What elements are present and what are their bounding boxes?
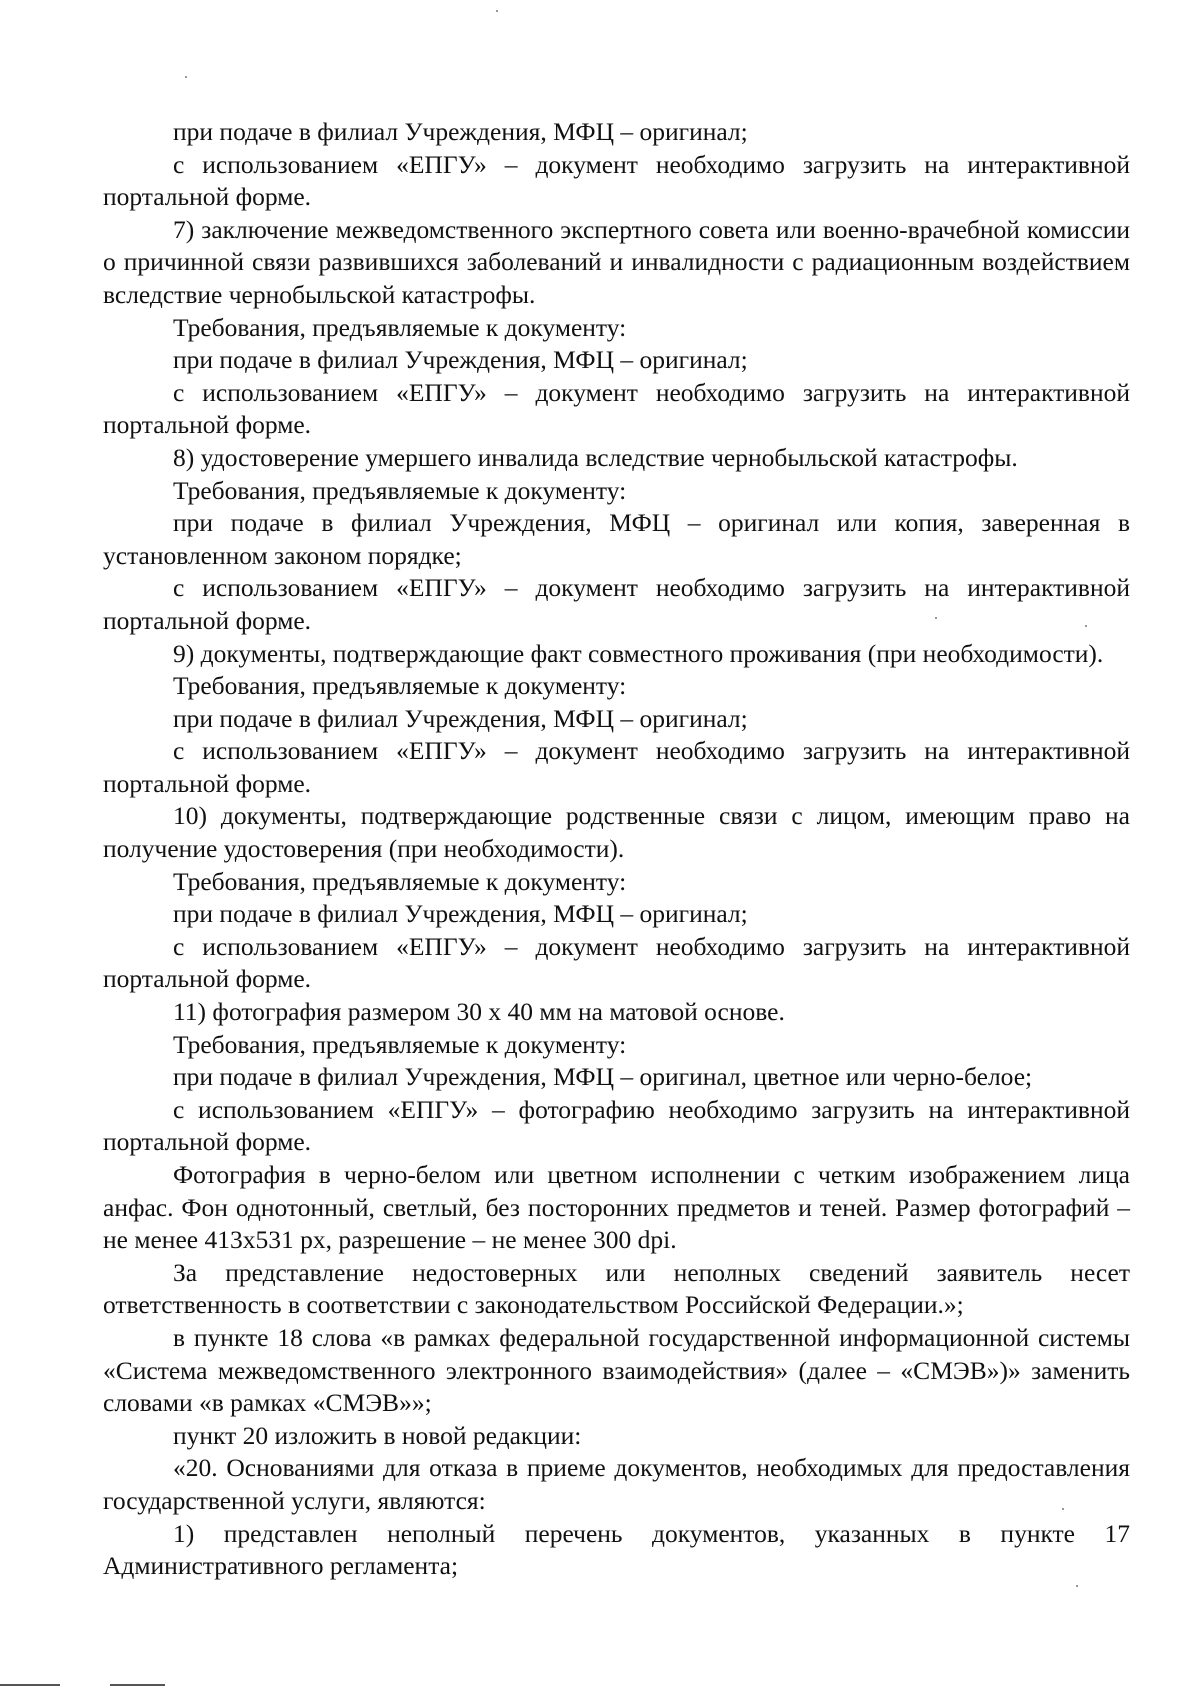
paragraph: с использованием «ЕПГУ» – документ необходимо загрузить на интерактивной портальной форме. (103, 149, 1130, 212)
paragraph: 9) документы, подтверждающие факт совместного проживания (при необходимости). (173, 638, 1104, 668)
document-body (103, 116, 1130, 1583)
scan-speck (1076, 1585, 1078, 1587)
paragraph: пункт 20 изложить в новой редакции: (173, 1420, 582, 1450)
paragraph: при подаче в филиал Учреждения, МФЦ – оригинал; (173, 345, 748, 375)
paragraph: 10) документы, подтверждающие родственные связи с лицом, имеющим право на получение удостоверения (при необходимости). (103, 801, 1130, 864)
paragraph: Требования, предъявляемые к документу: (173, 866, 627, 896)
paragraph: с использованием «ЕПГУ» – документ необходимо загрузить на интерактивной портальной форме. (103, 573, 1130, 635)
paragraph: с использованием «ЕПГУ» – документ необходимо загрузить на интерактивной портальной форме. (103, 736, 1130, 798)
scan-speck (185, 76, 187, 78)
paragraph: с использованием «ЕПГУ» – документ необходимо загрузить на интерактивной портальной форме. (103, 931, 1130, 994)
paragraph: с использованием «ЕПГУ» – документ необходимо загрузить на интерактивной портальной форме. (103, 377, 1130, 440)
paragraph: Требования, предъявляемые к документу: (173, 475, 627, 505)
paragraph: при подаче в филиал Учреждения, МФЦ – оригинал; (173, 117, 748, 146)
paragraph: Требования, предъявляемые к документу: (173, 1029, 627, 1059)
paragraph: с использованием «ЕПГУ» – фотографию необходимо загрузить на интерактивной портальной форме. (103, 1094, 1130, 1157)
paragraph: 1) представлен неполный перечень документов, указанных в пункте 17 Административного регламента; (103, 1518, 1130, 1581)
paragraph: 8) удостоверение умершего инвалида вследствие чернобыльской катастрофы. (173, 442, 1018, 472)
paragraph: при подаче в филиал Учреждения, МФЦ – оригинал; (173, 899, 748, 929)
paragraph: Требования, предъявляемые к документу: (173, 671, 627, 701)
paragraph: в пункте 18 слова «в рамках федеральной государственной информационной системы «Система межведомственного электронного взаимодействия» (далее – «СМЭВ»)» заменить словами «в рамках «СМЭВ»»; (103, 1322, 1130, 1418)
paragraph: Требования, предъявляемые к документу: (173, 312, 627, 342)
paragraph: при подаче в филиал Учреждения, МФЦ – оригинал; (173, 703, 748, 733)
paragraph: За представление недостоверных или неполных сведений заявитель несет ответственность в соответствии с законодательством Российской Федерации.»; (103, 1257, 1130, 1320)
scan-speck (496, 10, 498, 12)
paragraph: Фотография в черно-белом или цветном исполнении с четким изображением лица анфас. Фон однотонный, светлый, без посторонних предметов и теней. Размер фотографий – не менее 413x531 px, разрешение – не менее 300 dpi. (103, 1160, 1130, 1255)
scan-edge-mark (0, 1684, 60, 1686)
paragraph: при подаче в филиал Учреждения, МФЦ – оригинал, цветное или черно-белое; (173, 1062, 1033, 1092)
paragraph: 11) фотография размером 30 х 40 мм на матовой основе. (173, 997, 785, 1027)
paragraph: при подаче в филиал Учреждения, МФЦ – оригинал или копия, заверенная в установленном законом порядке; (103, 508, 1130, 570)
scan-edge-mark (110, 1684, 165, 1686)
paragraph: 7) заключение межведомственного экспертного совета или военно-врачебной комиссии о причинной связи развившихся заболеваний и инвалидности с радиационным воздействием вследствие чернобыльской катастрофы. (103, 214, 1130, 309)
paragraph: «20. Основаниями для отказа в приеме документов, необходимых для предоставления государственной услуги, являются: (103, 1453, 1130, 1515)
